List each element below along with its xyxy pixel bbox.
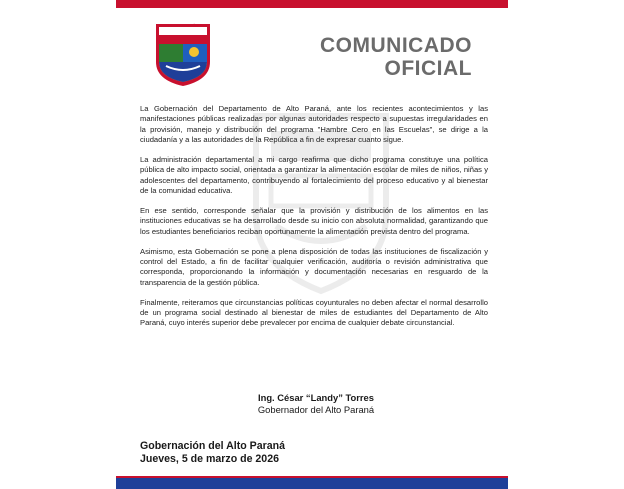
logo-text-main: ALTO PARANÁ bbox=[165, 30, 201, 36]
paragraph-program: La administración departamental a mi cargo reafirma que dicho programa constituye una política pública de alto impacto social, orientada a garantizar la alimentación escolar de miles de niños, niñas y adolescentes del departamento, contribuyendo al fortalecimiento del proceso educativo y al bienestar de la comunidad educativa. bbox=[140, 154, 488, 195]
paragraph-closing: Finalmente, reiteramos que circunstancias políticas coyunturales no deben afectar el normal desarrollo de un programa social destinado al bienestar de miles de estudiantes del Departamento de Alto Paraná, cuyo interés superior debe prevalecer por encima de cualquier debate circunstancial. bbox=[140, 297, 488, 328]
page-title bbox=[296, 34, 472, 80]
paragraph-oversight: Asimismo, esta Gobernación se pone a plena disposición de todas las instituciones de fiscalización y control del Estado, a fin de facilitar cualquier verificación, auditoría o revisión administrativa que corresponda, proporcionando la información y documentación necesarias en resguardo de la transparencia de la gestión pública. bbox=[140, 246, 488, 287]
footer-institution: Gobernación del Alto Paraná bbox=[140, 440, 286, 452]
document-page bbox=[116, 0, 508, 489]
title-line-1: COMUNICADO bbox=[320, 34, 472, 57]
signatory-name: Ing. César “Landy” Torres bbox=[257, 392, 374, 403]
signatory-role: Gobernador del Alto Paraná bbox=[257, 404, 375, 415]
title-line-2: OFICIAL bbox=[384, 57, 472, 80]
footer-date: Jueves, 5 de marzo de 2026 bbox=[140, 453, 279, 465]
communique-body bbox=[140, 104, 488, 338]
footer-block bbox=[140, 440, 380, 466]
paragraph-intro: La Gobernación del Departamento de Alto Paraná, ante los recientes acontecimientos y las manifestaciones públicas realizadas por algunas autoridades respecto a supuestas irregularidades en la provisión, manejo y distribución del programa "Hambre Cero en las Escuelas", se dirige a la ciudadanía y a las autoridades de la República a fin de expresar cuanto sigue. bbox=[140, 104, 488, 144]
top-red-band bbox=[116, 0, 508, 8]
logo-text-top: GOBERNACIÓN bbox=[167, 23, 199, 28]
paragraph-distribution: En ese sentido, corresponde señalar que la provisión y distribución de los alimentos en las instituciones educativas se ha desarrollado desde su inicio con absoluta normalidad, garantizando que los estudiantes beneficiarios reciban oportunamente la alimentación prevista dentro del programa. bbox=[140, 205, 488, 236]
bottom-blue-band bbox=[116, 478, 508, 489]
signature-block bbox=[216, 392, 416, 416]
